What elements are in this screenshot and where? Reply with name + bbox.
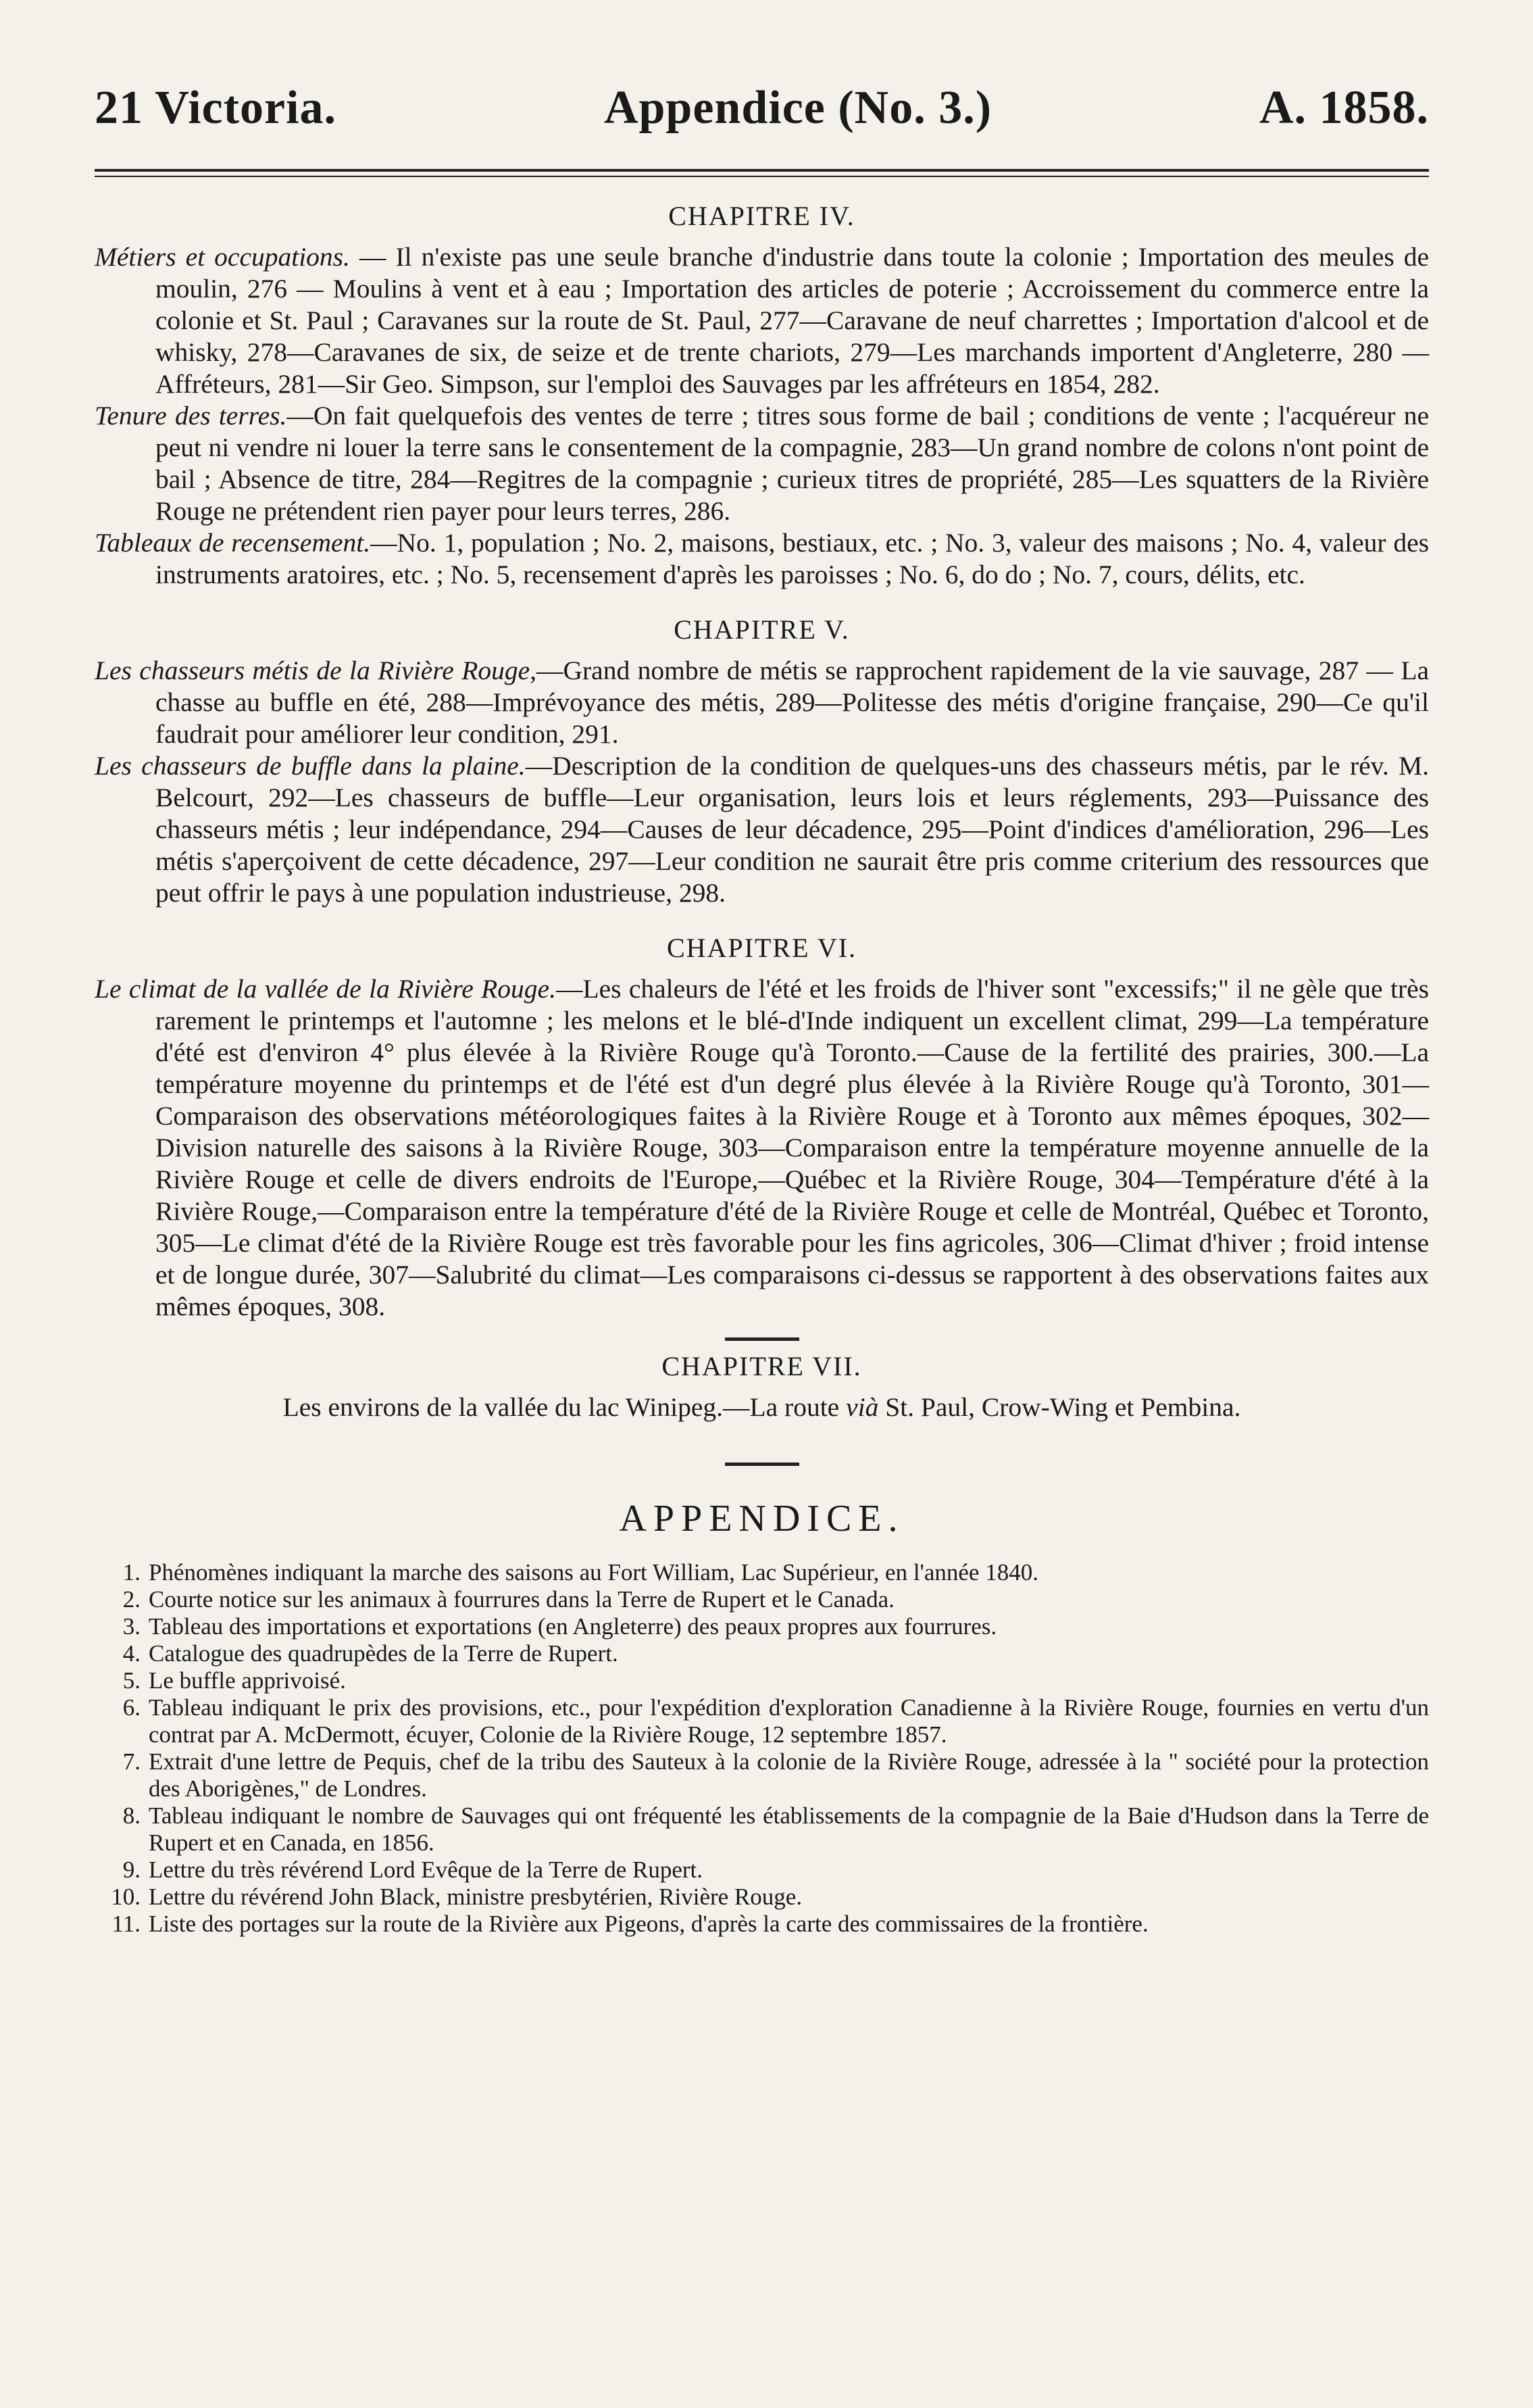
appendix-item-number: 8. <box>122 1802 141 1829</box>
chapter-entry <box>95 527 1429 591</box>
appendix-item-number: 1. <box>122 1559 141 1586</box>
entry-text: —Grand nombre de métis se rapprochent rapidement de la vie sauvage, 287 — La chasse au buffle en été, 288—Imprévoyance des métis, 289—Politesse des métis d'origine française, 290—Ce qu'il faudrait pour améliorer leur condition, 291. <box>155 656 1430 749</box>
chapter-5 <box>95 614 1429 909</box>
appendix-item <box>95 1802 1429 1857</box>
appendix-item-number: 3. <box>122 1613 141 1640</box>
appendix-item <box>95 1694 1429 1748</box>
appendix-item-number: 5. <box>122 1667 141 1694</box>
appendix-title: APPENDICE. <box>619 1498 905 1540</box>
chapter-title: CHAPITRE V. <box>674 614 850 645</box>
entry-title: Le climat de la vallée de la Rivière Rouge. <box>95 974 556 1004</box>
entry-title: Tableaux de recensement. <box>95 528 371 558</box>
section-divider <box>725 1463 799 1466</box>
appendix-item-number: 7. <box>122 1748 141 1775</box>
chapter-title: CHAPITRE VI. <box>666 933 857 963</box>
appendix-item-text: Liste des portages sur la route de la Rivière aux Pigeons, d'après la carte des commissaires de la frontière. <box>149 1911 1149 1937</box>
document-page <box>95 81 1429 1938</box>
appendix-item-text: Catalogue des quadrupèdes de la Terre de Rupert. <box>149 1640 618 1667</box>
header-session: 21 Victoria. <box>95 82 337 134</box>
chapter7-text-italic: vià <box>846 1392 879 1422</box>
chapter-4 <box>95 200 1429 591</box>
header-year: A. 1858. <box>1259 82 1429 134</box>
appendix-item-text: Tableau des importations et exportations (en Angleterre) des peaux propres aux fourrures. <box>149 1613 997 1640</box>
chapter-6 <box>95 932 1429 1323</box>
appendix-item-text: Extrait d'une lettre de Pequis, chef de la tribu des Sauteux à la colonie de la Rivière Rouge, adressée à la " société pour la protection des Aborigènes," de Londres. <box>149 1748 1429 1802</box>
chapter-7 <box>95 1337 1429 1423</box>
appendix-item <box>95 1586 1429 1613</box>
chapter7-text-before: Les environs de la vallée du lac Winipeg.—La route <box>282 1392 847 1422</box>
appendix-item-number: 2. <box>122 1586 141 1613</box>
entry-title: Les chasseurs métis de la Rivière Rouge, <box>95 656 536 685</box>
chapter-entry <box>95 750 1429 909</box>
running-header <box>95 81 1429 155</box>
appendix-item <box>95 1884 1429 1911</box>
appendix-list <box>95 1559 1429 1938</box>
chapter-title: CHAPITRE VII. <box>661 1351 862 1381</box>
entry-text: — Il n'existe pas une seule branche d'industrie dans toute la colonie ; Importation des meules de moulin, 276 — Moulins à vent et à eau ; Importation des articles de poterie ; Accroissement du commerce entre la colonie et St. Paul ; Caravanes sur la route de St. Paul, 277—Caravane de neuf charrettes ; Importation d'alcool et de whisky, 278—Caravanes de six, de seize et de trente chariots, 279—Les marchands importent d'Angleterre, 280 —Affréteurs, 281—Sir Geo. Simpson, sur l'emploi des Sauvages par les affréteurs en 1854, 282. <box>155 242 1429 399</box>
appendix-item-text: Lettre du très révérend Lord Evêque de la Terre de Rupert. <box>149 1857 703 1883</box>
chapter-entry <box>95 400 1429 527</box>
appendix-item-number: 10. <box>111 1884 141 1910</box>
entry-text: —No. 1, population ; No. 2, maisons, bestiaux, etc. ; No. 3, valeur des maisons ; No. 4, valeur des instruments aratoires, etc. ; No. 5, recensement d'après les paroisses ; No. 6, do do ; No. 7, cours, délits, etc. <box>155 528 1429 589</box>
entry-title: Tenure des terres. <box>95 401 287 431</box>
appendix-item <box>95 1748 1429 1802</box>
chapter7-text-after: St. Paul, Crow-Wing et Pembina. <box>878 1392 1241 1422</box>
chapter-title: CHAPITRE IV. <box>668 201 855 231</box>
appendix-item-text: Lettre du révérend John Black, ministre presbytérien, Rivière Rouge. <box>149 1884 803 1910</box>
chapter-entry <box>95 655 1429 750</box>
chapter7-summary <box>95 1392 1429 1423</box>
entry-title: Les chasseurs de buffle dans la plaine. <box>95 751 526 781</box>
appendix-item <box>95 1613 1429 1640</box>
appendix-item-text: Le buffle apprivoisé. <box>149 1667 346 1694</box>
section-divider <box>725 1337 799 1341</box>
appendix-item-number: 4. <box>122 1640 141 1667</box>
chapter-entry <box>95 973 1429 1323</box>
appendix-item <box>95 1640 1429 1667</box>
appendix-item-number: 6. <box>122 1694 141 1721</box>
entry-text: —Les chaleurs de l'été et les froids de l'hiver sont "excessifs;" il ne gèle que très rarement le printemps et l'automne ; les melons et le blé-d'Inde indiquent un excellent climat, 299—La température d'été est d'environ 4° plus élevée à la Rivière Rouge qu'à Toronto.—Cause de la fertilité des prairies, 300.—La température moyenne du printemps et de l'été est d'un degré plus élevée à la Rivière Rouge qu'à Toronto, 301—Comparaison des observations météorologiques faites à la Rivière Rouge et à Toronto aux mêmes époques, 302—Division naturelle des saisons à la Rivière Rouge, 303—Comparaison entre la température moyenne annuelle de la Rivière Rouge et celle de divers endroits de l'Europe,—Québec et la Rivière Rouge, 304—Température d'été à la Rivière Rouge,—Comparaison entre la température d'été de la Rivière Rouge et celle de Montréal, Québec et Toronto, 305—Le climat d'été de la Rivière Rouge est très favorable pour les fins agricoles, 306—Climat d'hiver ; froid intense et de longue durée, 307—Salubrité du climat—Les comparaisons ci-dessus se rapportent à des observations faites aux mêmes époques, 308. <box>155 974 1430 1321</box>
appendix-item-number: 9. <box>122 1857 141 1883</box>
appendix-item-text: Tableau indiquant le nombre de Sauvages qui ont fréquenté les établissements de la compagnie de la Baie d'Hudson dans la Terre de Rupert et en Canada, en 1856. <box>149 1802 1429 1856</box>
appendix-item-text: Courte notice sur les animaux à fourrures dans la Terre de Rupert et le Canada. <box>149 1586 895 1613</box>
entry-title: Métiers et occupations. <box>95 242 350 272</box>
appendix-item-text: Tableau indiquant le prix des provisions, etc., pour l'expédition d'exploration Canadienne à la Rivière Rouge, fournies en vertu d'un contrat par A. McDermott, écuyer, Colonie de la Rivière Rouge, 12 septembre 1857. <box>149 1694 1429 1748</box>
appendix-item <box>95 1857 1429 1884</box>
header-appendix-title: Appendice (No. 3.) <box>603 82 992 134</box>
appendix-item-number: 11. <box>111 1911 141 1937</box>
appendix-item <box>95 1911 1429 1938</box>
entry-text: —On fait quelquefois des ventes de terre ; titres sous forme de bail ; conditions de vente ; l'acquéreur ne peut ni vendre ni louer la terre sans le consentement de la compagnie, 283—Un grand nombre de colons n'ont point de bail ; Absence de titre, 284—Regitres de la compagnie ; curieux titres de propriété, 285—Les squatters de la Rivière Rouge ne prétendent rien payer pour leurs terres, 286. <box>155 401 1430 526</box>
chapter-entry <box>95 241 1429 400</box>
appendix-item-text: Phénomènes indiquant la marche des saisons au Fort William, Lac Supérieur, en l'année 1840. <box>149 1559 1038 1586</box>
appendix-item <box>95 1667 1429 1694</box>
appendix-item <box>95 1559 1429 1586</box>
header-double-rule <box>95 169 1429 177</box>
entry-text: —Description de la condition de quelques-uns des chasseurs métis, par le rév. M. Belcourt, 292—Les chasseurs de buffle—Leur organisation, leurs lois et leurs réglements, 293—Puissance des chasseurs métis ; leur indépendance, 294—Causes de leur décadence, 295—Point d'indices d'amélioration, 296—Les métis s'aperçoivent de cette décadence, 297—Leur condition ne saurait être pris comme criterium des ressources que peut offrir le pays à une population industrieuse, 298. <box>155 751 1429 908</box>
